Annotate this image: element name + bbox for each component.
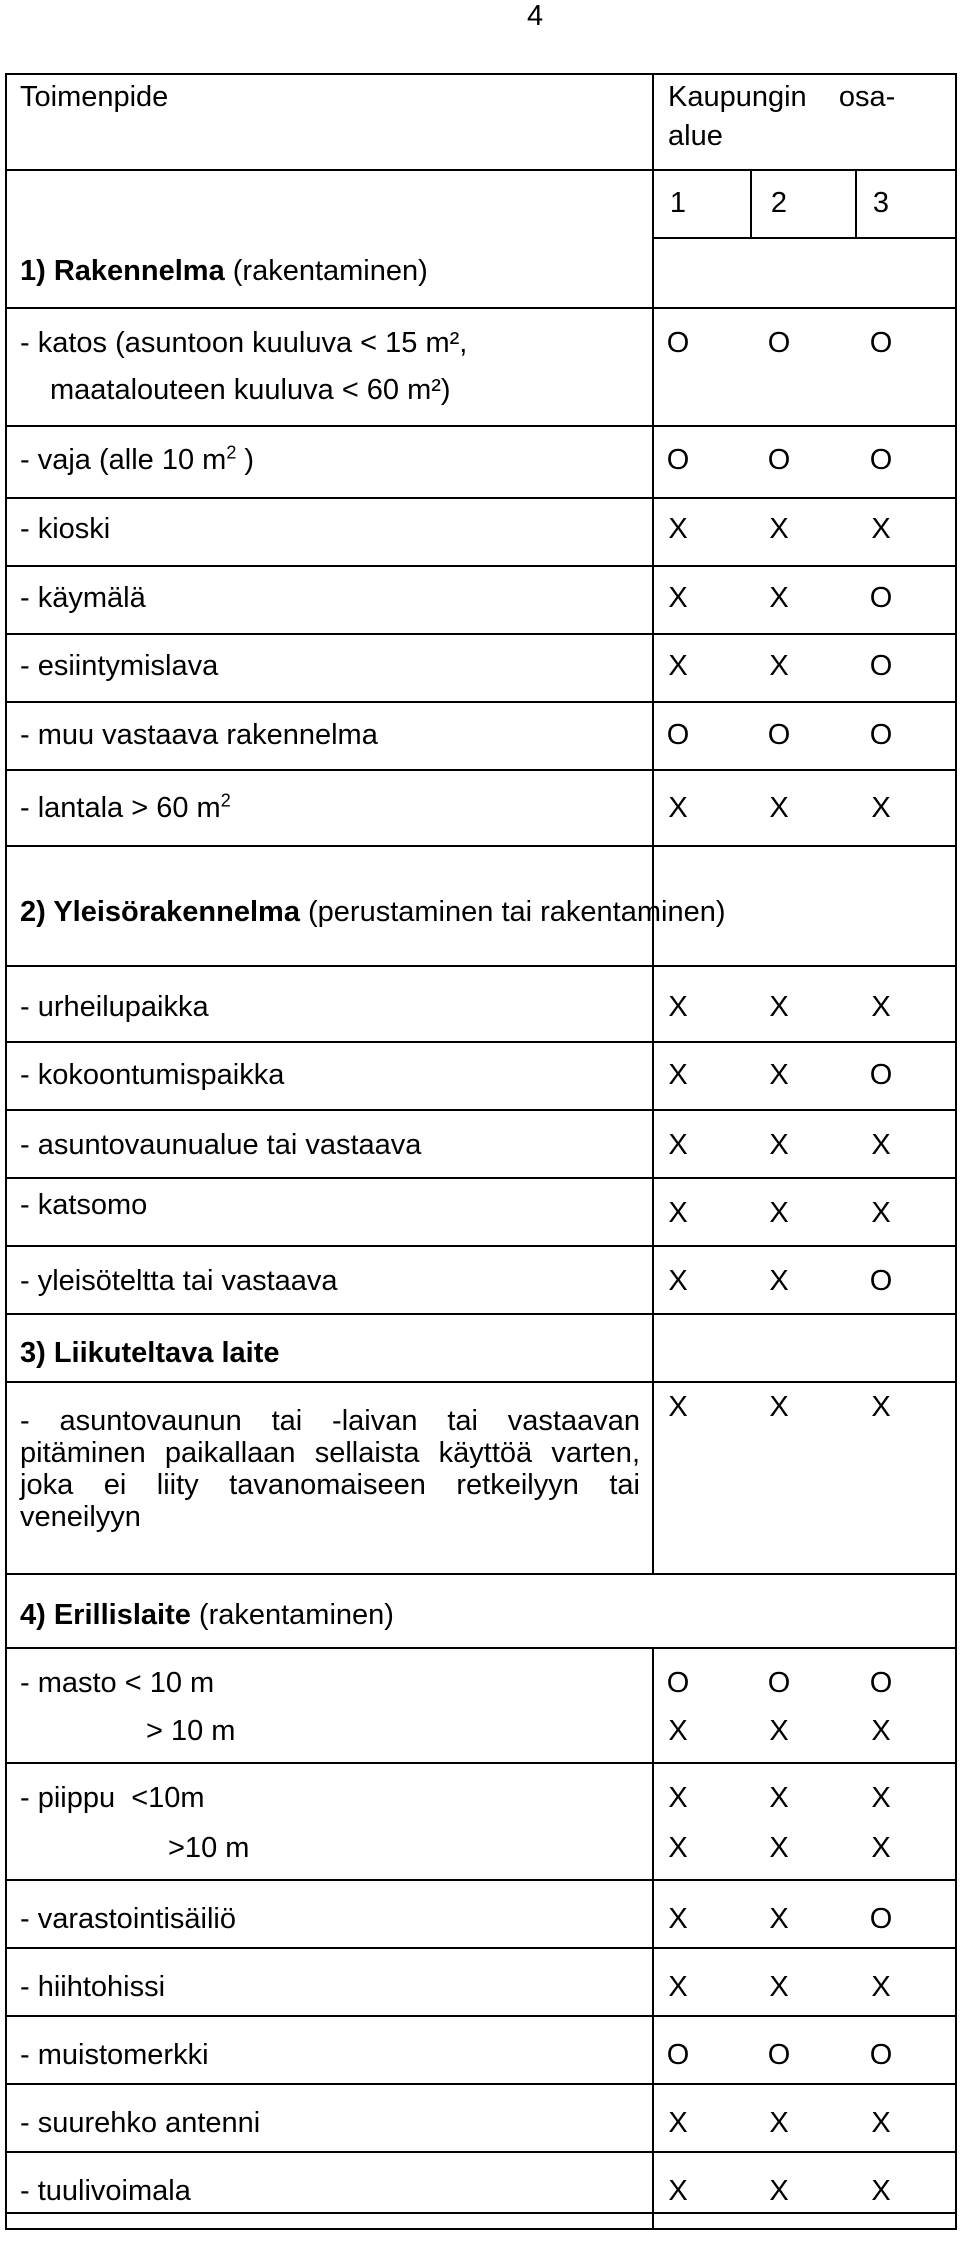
district-column-header: Kaupungin osa- bbox=[668, 81, 896, 113]
cell-value: X bbox=[871, 1832, 891, 1864]
row-label: - muistomerkki bbox=[20, 2039, 209, 2071]
district-number-1: 1 bbox=[669, 187, 687, 219]
row-divider bbox=[5, 497, 957, 499]
cell-value: X bbox=[769, 1059, 789, 1091]
row-label: - asuntovaunualue tai vastaava bbox=[20, 1129, 422, 1161]
cell-value: X bbox=[769, 1832, 789, 1864]
row-label: - varastointisäiliö bbox=[20, 1903, 236, 1935]
row-divider bbox=[5, 1647, 957, 1649]
row-divider bbox=[5, 701, 957, 703]
row-divider bbox=[5, 1947, 957, 1949]
cell-value: X bbox=[769, 513, 789, 545]
row-label: - lantala > 60 $m^2$ bbox=[20, 790, 231, 824]
section-heading bbox=[20, 897, 726, 929]
cell-value: X bbox=[769, 1129, 789, 1161]
cell-value: O bbox=[869, 1059, 893, 1091]
cell-value: O bbox=[869, 444, 893, 476]
cell-value: X bbox=[769, 1197, 789, 1229]
column-divider bbox=[652, 1647, 654, 2230]
cell-value: X bbox=[769, 1782, 789, 1814]
row-divider bbox=[5, 633, 957, 635]
cell-value: X bbox=[668, 1832, 688, 1864]
row-label: - urheilupaikka bbox=[20, 991, 209, 1023]
cell-value: O bbox=[869, 327, 893, 359]
cell-value: X bbox=[668, 513, 688, 545]
cell-value: O bbox=[666, 444, 690, 476]
cell-value: O bbox=[767, 327, 791, 359]
cell-value: O bbox=[869, 582, 893, 614]
row-label: - esiintymislava bbox=[20, 650, 219, 682]
row-divider bbox=[5, 965, 957, 967]
cell-value: X bbox=[871, 1197, 891, 1229]
row-divider bbox=[5, 1879, 957, 1881]
section-subtitle: (perustaminen tai rakentaminen) bbox=[308, 896, 726, 928]
row-divider bbox=[5, 769, 957, 771]
row-label: - muu vastaava rakennelma bbox=[20, 719, 378, 751]
cell-value: O bbox=[869, 1667, 893, 1699]
row-label: - yleisöteltta tai vastaava bbox=[20, 1265, 338, 1297]
row-divider bbox=[5, 307, 957, 309]
cell-value: X bbox=[769, 1391, 789, 1423]
row-label: - piippu <10m bbox=[20, 1782, 205, 1814]
section-subtitle: (rakentaminen) bbox=[232, 255, 428, 287]
cell-value: X bbox=[668, 650, 688, 682]
row-divider bbox=[5, 1313, 957, 1315]
row-label-cont: maatalouteen kuuluva < 60 m²) bbox=[50, 374, 451, 406]
section-title: 1) Rakennelma bbox=[20, 255, 225, 287]
cell-value: O bbox=[767, 719, 791, 751]
cell-value: X bbox=[871, 1782, 891, 1814]
row-divider bbox=[652, 237, 957, 239]
row-divider bbox=[5, 1245, 957, 1247]
page-number: 4 bbox=[527, 0, 544, 32]
action-column-header: Toimenpide bbox=[20, 81, 169, 113]
cell-value: X bbox=[668, 582, 688, 614]
row-divider bbox=[5, 2015, 957, 2017]
cell-value: X bbox=[668, 1903, 688, 1935]
cell-value: X bbox=[668, 1391, 688, 1423]
cell-value: X bbox=[871, 792, 891, 824]
row-label: - tuulivoimala bbox=[20, 2175, 191, 2207]
section-title: 4) Erillislaite bbox=[20, 1599, 191, 1631]
cell-value: X bbox=[769, 582, 789, 614]
cell-value: X bbox=[668, 991, 688, 1023]
cell-value: X bbox=[769, 991, 789, 1023]
cell-value: X bbox=[769, 1903, 789, 1935]
row-label: - hiihtohissi bbox=[20, 1971, 166, 2003]
cell-value: X bbox=[668, 1971, 688, 2003]
row-divider bbox=[5, 2212, 957, 2214]
section-heading bbox=[20, 256, 428, 288]
row-divider bbox=[5, 1177, 957, 1179]
cell-value: O bbox=[767, 444, 791, 476]
cell-value: X bbox=[769, 650, 789, 682]
cell-value: O bbox=[767, 1667, 791, 1699]
cell-value: X bbox=[668, 1265, 688, 1297]
row-divider bbox=[5, 1041, 957, 1043]
cell-value: X bbox=[871, 991, 891, 1023]
row-label: - kokoontumispaikka bbox=[20, 1059, 285, 1091]
section-title: 3) Liikuteltava laite bbox=[20, 1337, 280, 1369]
cell-value: X bbox=[668, 2175, 688, 2207]
district-column-header-cont: alue bbox=[668, 120, 723, 152]
cell-value: O bbox=[869, 1265, 893, 1297]
column-divider bbox=[855, 170, 857, 238]
cell-value: X bbox=[769, 1265, 789, 1297]
row-divider bbox=[5, 1381, 957, 1383]
cell-value: X bbox=[769, 1715, 789, 1747]
section-subtitle: (rakentaminen) bbox=[198, 1599, 394, 1631]
cell-value: O bbox=[869, 719, 893, 751]
cell-value: X bbox=[871, 1391, 891, 1423]
row-divider bbox=[5, 565, 957, 567]
cell-value: X bbox=[871, 1971, 891, 2003]
row-label: - asuntovaunun tai -laivan tai vastaavan pitäminen paikallaan sellaista käyttöä varten, joka ei liity tavanomaiseen retkeilyyn tai veneilyyn bbox=[20, 1405, 640, 1533]
row-label: - kioski bbox=[20, 513, 111, 545]
cell-value: O bbox=[869, 2039, 893, 2071]
cell-value: O bbox=[666, 2039, 690, 2071]
cell-value: O bbox=[666, 327, 690, 359]
cell-value: X bbox=[871, 513, 891, 545]
cell-value: X bbox=[668, 792, 688, 824]
row-divider bbox=[5, 1762, 957, 1764]
cell-value: X bbox=[871, 1129, 891, 1161]
row-divider bbox=[5, 2083, 957, 2085]
row-label: - vaja (alle 10 $m^2$ ) bbox=[20, 442, 255, 476]
row-label-cont: > 10 m bbox=[146, 1715, 236, 1747]
cell-value: X bbox=[668, 1197, 688, 1229]
cell-value: X bbox=[769, 2107, 789, 2139]
cell-value: X bbox=[668, 1129, 688, 1161]
cell-value: X bbox=[769, 792, 789, 824]
cell-value: X bbox=[668, 2107, 688, 2139]
cell-value: O bbox=[666, 719, 690, 751]
cell-value: X bbox=[769, 2175, 789, 2207]
cell-value: X bbox=[871, 2107, 891, 2139]
cell-value: O bbox=[666, 1667, 690, 1699]
cell-value: X bbox=[668, 1715, 688, 1747]
district-number-3: 3 bbox=[872, 187, 890, 219]
cell-value: X bbox=[668, 1782, 688, 1814]
column-divider bbox=[750, 170, 752, 238]
section-title: 2) Yleisörakennelma bbox=[20, 896, 300, 928]
cell-value: O bbox=[869, 650, 893, 682]
row-divider bbox=[5, 1109, 957, 1111]
row-divider bbox=[5, 169, 957, 171]
cell-value: O bbox=[767, 2039, 791, 2071]
district-number-2: 2 bbox=[770, 187, 788, 219]
cell-value: X bbox=[668, 1059, 688, 1091]
row-divider bbox=[5, 425, 957, 427]
section-heading bbox=[20, 1600, 394, 1632]
row-divider bbox=[5, 1573, 957, 1575]
row-label: - katsomo bbox=[20, 1189, 148, 1221]
row-label: - suurehko antenni bbox=[20, 2107, 261, 2139]
cell-value: X bbox=[871, 2175, 891, 2207]
cell-value: X bbox=[769, 1971, 789, 2003]
column-divider bbox=[652, 73, 654, 1573]
cell-value: O bbox=[869, 1903, 893, 1935]
row-divider bbox=[5, 845, 957, 847]
cell-value: X bbox=[871, 1715, 891, 1747]
row-divider bbox=[5, 2151, 957, 2153]
row-label: - käymälä bbox=[20, 582, 146, 614]
row-label-cont: >10 m bbox=[168, 1832, 250, 1864]
row-label: - masto < 10 m bbox=[20, 1667, 215, 1699]
row-label: - katos (asuntoon kuuluva < 15 m², bbox=[20, 327, 468, 359]
